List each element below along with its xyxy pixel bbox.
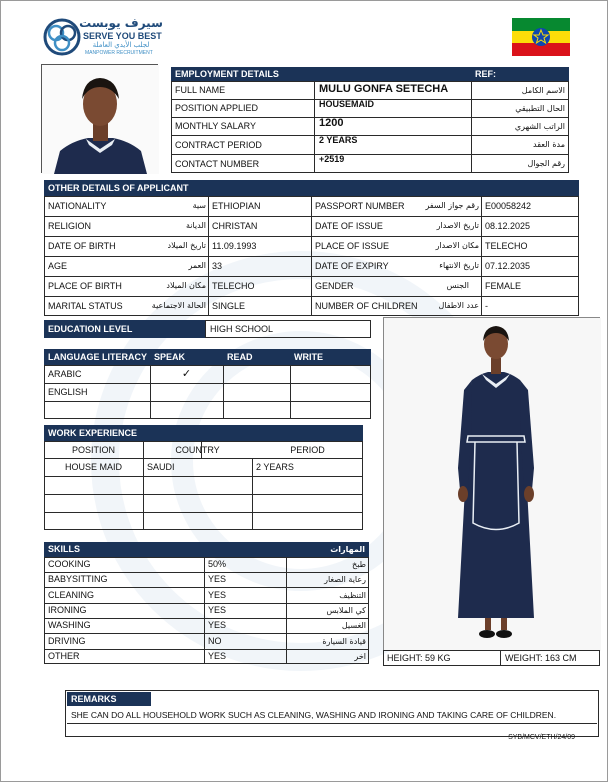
other-label-issue-date: DATE OF ISSUE [315, 220, 383, 231]
company-logo-icon [43, 18, 81, 56]
skill-other: OTHER [48, 651, 80, 661]
other-details-header: OTHER DETAILS OF APPLICANT [44, 180, 311, 196]
weight-value: WEIGHT: 163 CM [505, 652, 577, 663]
other-value-marital: SINGLE [212, 300, 246, 311]
emp-ar-full-name: الاسم الكامل [521, 85, 565, 95]
other-ar-religion: الديانة [185, 221, 206, 230]
lang-arabic-speak-check: ✓ [181, 367, 192, 380]
emp-label-contact: CONTACT NUMBER [175, 158, 260, 169]
skill-cooking-ar: طبخ [352, 559, 366, 569]
other-value-expiry: 07.12.2035 [485, 260, 531, 271]
other-details-header-right [311, 180, 579, 196]
work-row-country: SAUDI [147, 462, 175, 472]
emp-value-salary: 1200 [319, 117, 344, 129]
other-ar-marital: الحالة الاجتماعية [151, 301, 206, 310]
emp-ar-contract: مدة العقد [533, 140, 565, 149]
skill-babysitting-ar: رعاية الصغار [324, 574, 366, 584]
skill-ironing-ar: كي الملابس [326, 605, 366, 615]
skill-cooking-value: 50% [208, 559, 227, 569]
skill-driving: DRIVING [48, 636, 86, 646]
other-label-issue-place: PLACE OF ISSUE [315, 240, 390, 251]
other-label-religion: RELIGION [48, 220, 92, 231]
skills-header-arabic: المهارات [227, 542, 369, 557]
skill-other-value: YES [208, 651, 227, 661]
other-ar-children: عدد الاطفال [438, 301, 479, 310]
lang-header-speak: SPEAK [150, 349, 223, 365]
skills-header: SKILLS [44, 542, 227, 557]
skill-washing-ar: الغسيل [341, 620, 366, 630]
other-ar-expiry: تاريخ الانتهاء [439, 261, 479, 270]
other-value-issue-place: TELECHO [485, 240, 528, 251]
other-label-expiry: DATE OF EXPIRY [315, 260, 389, 271]
lang-row-english: ENGLISH [48, 386, 88, 397]
other-label-nationality: NATIONALITY [48, 200, 107, 211]
skill-cleaning-value: YES [208, 590, 227, 600]
other-ar-nationality: سية [192, 201, 206, 210]
other-label-pob: PLACE OF BIRTH [48, 280, 122, 291]
emp-label-full-name: FULL NAME [175, 85, 226, 95]
full-body-photo [383, 317, 600, 650]
other-ar-issue-place: مكان الاصدار [435, 241, 479, 250]
skill-cooking: COOKING [48, 559, 91, 569]
other-ar-issue-date: تاريخ الاصدار [436, 221, 479, 230]
document-code: SYB/MCV/ETH/24/09 [508, 733, 575, 741]
skill-cleaning-ar: التنظيف [339, 590, 366, 600]
lang-row-arabic: ARABIC [48, 368, 82, 379]
work-col-country: COUNTRY [175, 444, 220, 455]
other-value-issue-date: 08.12.2025 [485, 220, 531, 231]
ref-label: REF: [471, 67, 569, 81]
emp-value-contract: 2 YEARS [319, 135, 358, 145]
emp-ar-contact: رقم الجوال [527, 159, 565, 168]
work-col-period: PERIOD [290, 444, 325, 455]
skill-babysitting-value: YES [208, 574, 227, 584]
remarks-text: SHE CAN DO ALL HOUSEHOLD WORK SUCH AS CLEANING, WASHING AND IRONING AND TAKING CARE OF CHILDREN. [71, 709, 557, 720]
other-value-religion: CHRISTAN [212, 220, 258, 231]
lang-header-write: WRITE [290, 349, 371, 365]
emp-value-full-name: MULU GONFA SETECHA [319, 82, 449, 95]
other-ar-dob: تاريخ الميلاد [167, 241, 206, 250]
other-ar-passport: رقم جواز السفر [425, 201, 479, 210]
logo-sub-arabic: لجلب الأيدي العاملة [92, 41, 150, 49]
education-label: EDUCATION LEVEL [44, 320, 205, 338]
emp-ar-position: الحال التطبيقي [515, 103, 565, 113]
skill-ironing: IRONING [48, 605, 87, 615]
emp-value-position: HOUSEMAID [319, 99, 375, 109]
other-ar-age: العمر [188, 261, 206, 270]
other-ar-gender: الجنس [446, 281, 469, 290]
skill-cleaning: CLEANING [48, 590, 95, 600]
portrait-photo [41, 64, 158, 173]
height-value: HEIGHT: 59 KG [387, 652, 451, 663]
other-value-children: - [485, 300, 488, 311]
other-label-gender: GENDER [315, 280, 354, 291]
work-row-position: HOUSE MAID [64, 462, 122, 472]
logo-arabic: سيرف يوبست [79, 16, 163, 30]
skill-babysitting: BABYSITTING [48, 574, 108, 584]
emp-label-contract: CONTRACT PERIOD [175, 139, 262, 150]
emp-label-salary: MONTHLY SALARY [175, 121, 257, 131]
other-label-children: NUMBER OF CHILDREN [315, 300, 418, 311]
other-value-dob: 11.09.1993 [212, 240, 257, 251]
other-label-dob: DATE OF BIRTH [48, 240, 116, 251]
ethiopia-flag-icon [512, 18, 570, 56]
skill-washing: WASHING [48, 620, 91, 630]
logo-sub-english: MANPOWER RECRUITMENT [85, 50, 153, 56]
lang-header-read: READ [223, 349, 290, 365]
other-value-age: 33 [212, 260, 223, 271]
other-ar-pob: مكان الميلاد [166, 281, 206, 290]
employment-details-header: EMPLOYMENT DETAILS [171, 67, 471, 81]
skill-driving-value: NO [208, 636, 222, 646]
work-experience-header: WORK EXPERIENCE [44, 425, 363, 441]
emp-label-position: POSITION APPLIED [175, 103, 259, 113]
other-label-passport: PASSPORT NUMBER [315, 200, 405, 211]
other-label-age: AGE [48, 260, 68, 271]
emp-value-contact: +2519 [319, 154, 345, 164]
remarks-header: REMARKS [67, 692, 151, 706]
skill-other-ar: اخر [354, 651, 366, 661]
skill-washing-value: YES [208, 620, 227, 630]
skill-driving-ar: قيادة السيارة [322, 636, 366, 646]
education-value: HIGH SCHOOL [210, 323, 274, 334]
work-row-period: 2 YEARS [256, 462, 294, 472]
work-col-position: POSITION [71, 444, 115, 455]
other-value-gender: FEMALE [485, 280, 522, 291]
logo-english: SERVE YOU BEST [83, 30, 162, 41]
lang-header-literacy: LANGUAGE LITERACY [44, 349, 150, 365]
emp-ar-salary: الراتب الشهري [514, 121, 565, 131]
other-value-nationality: ETHIOPIAN [212, 200, 261, 211]
other-label-marital: MARITAL STATUS [48, 300, 123, 311]
skill-ironing-value: YES [208, 605, 227, 615]
other-value-passport: E00058242 [485, 200, 532, 211]
other-value-pob: TELECHO [212, 280, 255, 291]
